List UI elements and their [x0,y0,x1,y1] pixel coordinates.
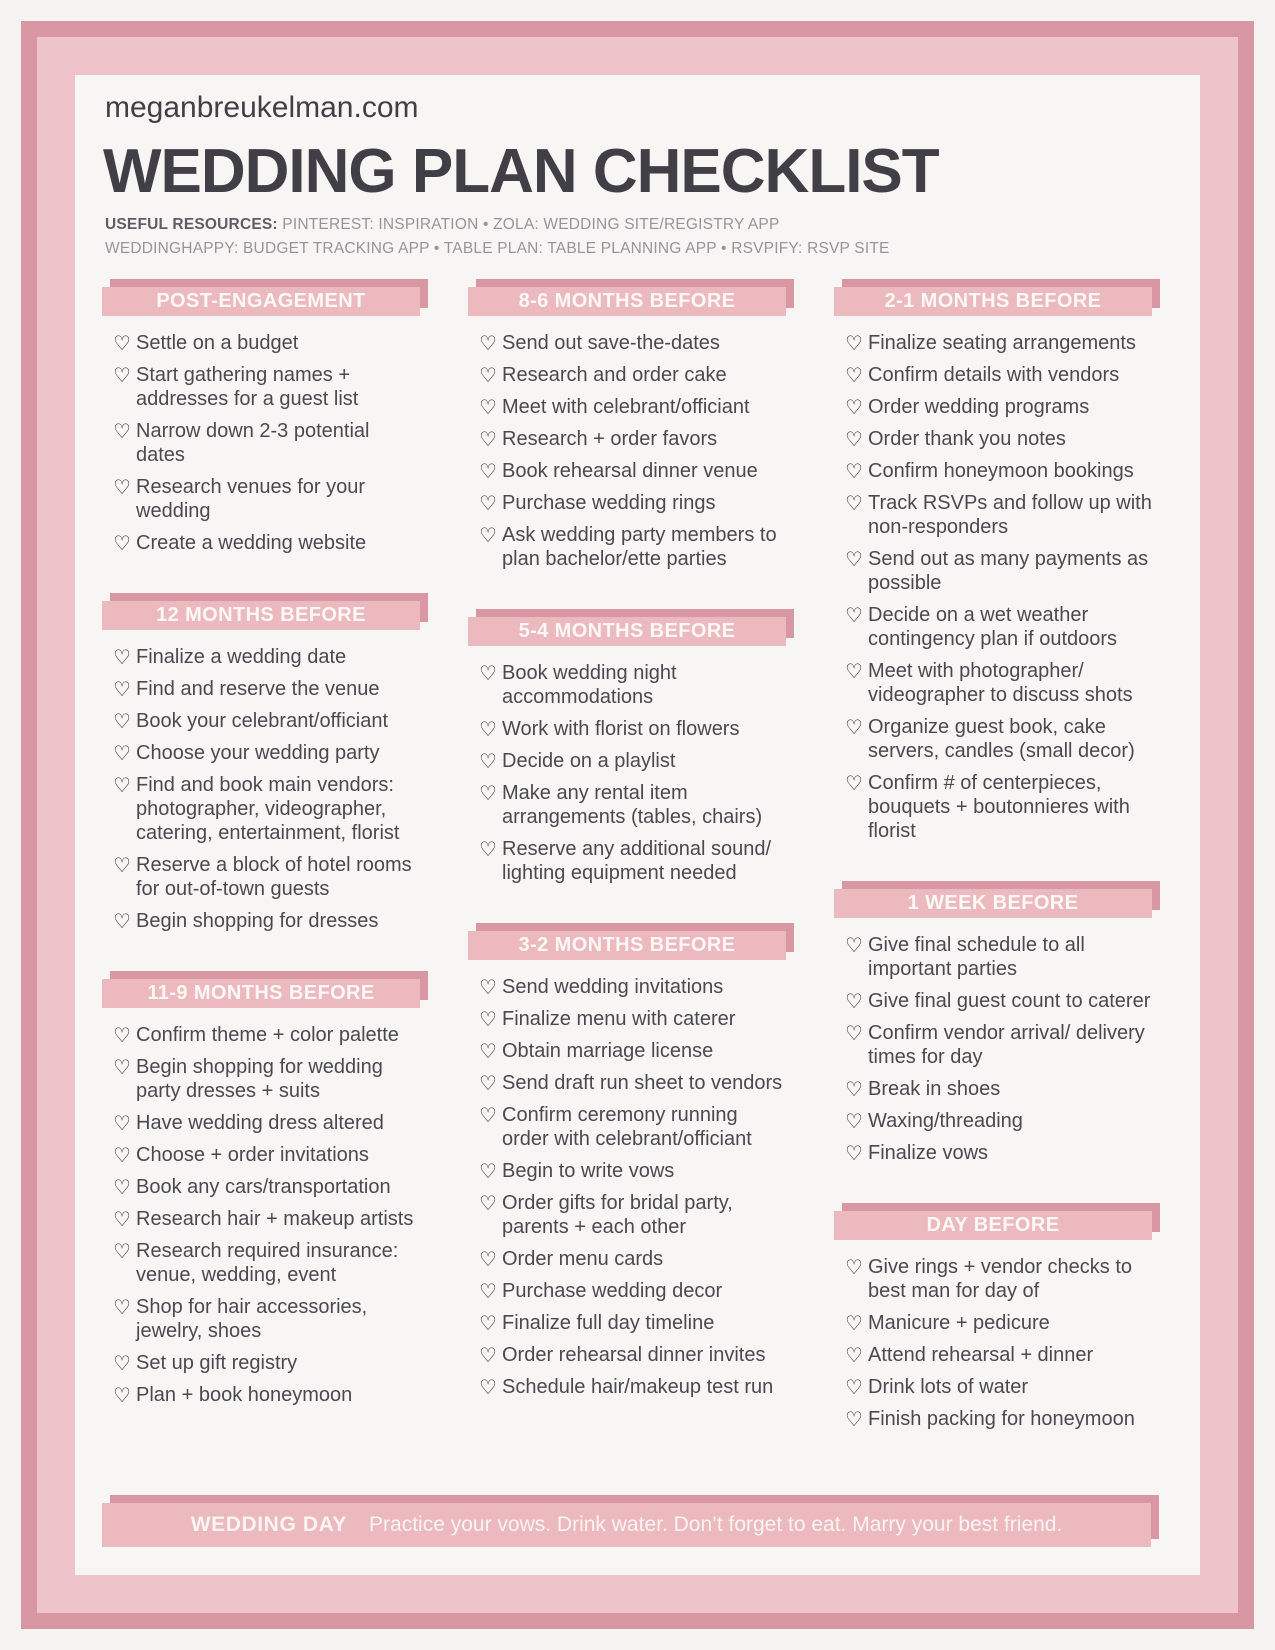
checklist-section [834,287,1152,843]
resources-text-1: PINTEREST: INSPIRATION • ZOLA: WEDDING SITE/REGISTRY APP [282,216,780,233]
item-text: Decide on a wet weather contingency plan if outdoors [868,604,1118,650]
checklist-items [102,1023,420,1407]
page-header [75,91,1200,261]
item-text: Find and book main vendors: photographer, videographer, catering, entertainment, florist [136,774,400,844]
banner-bar [102,1503,1151,1547]
checklist-item [468,1247,786,1271]
resources-line-2 [105,237,1200,261]
checklist-item [468,459,786,483]
heart-outline-icon: ♡ [845,427,863,451]
item-text: Confirm ceremony running order with celebrant/officiant [502,1104,752,1150]
checklist-section [468,931,786,1399]
checklist-section [468,287,786,571]
page-title: WEDDING PLAN CHECKLIST [103,137,939,206]
heart-outline-icon: ♡ [479,1311,497,1335]
item-text: Track RSVPs and follow up with non-responders [868,492,1152,538]
section-header [468,931,786,960]
checklist-items [834,933,1152,1165]
checklist-item [102,853,420,901]
heart-outline-icon: ♡ [479,1071,497,1095]
checklist-item [468,1343,786,1367]
checklist-columns [102,287,1200,1477]
item-text: Begin to write vows [502,1160,675,1182]
section-header [468,287,786,316]
heart-outline-icon: ♡ [113,1055,131,1079]
heart-outline-icon: ♡ [845,1077,863,1101]
heart-outline-icon: ♡ [479,837,497,861]
item-text: Send wedding invitations [502,976,724,998]
heart-outline-icon: ♡ [113,363,131,387]
checklist-item [468,331,786,355]
checklist-item [468,1375,786,1399]
checklist-item [834,1375,1152,1399]
item-text: Waxing/threading [868,1110,1023,1132]
checklist-item [468,1159,786,1183]
item-text: Book your celebrant/officiant [136,710,389,732]
checklist-item [102,709,420,733]
item-text: Confirm vendor arrival/ delivery times for day [868,1022,1145,1068]
wedding-day-text: Practice your vows. Drink water. Don’t forget to eat. Marry your best friend. [369,1513,1063,1536]
heart-outline-icon: ♡ [113,1111,131,1135]
checklist-item [102,909,420,933]
heart-outline-icon: ♡ [845,491,863,515]
heart-outline-icon: ♡ [479,1007,497,1031]
checklist-section [102,979,420,1407]
heart-outline-icon: ♡ [479,459,497,483]
section-title: 8-6 MONTHS BEFORE [468,287,786,316]
checklist-item [834,395,1152,419]
heart-outline-icon: ♡ [113,1143,131,1167]
checklist-item [468,975,786,999]
item-text: Obtain marriage license [502,1040,714,1062]
heart-outline-icon: ♡ [479,1279,497,1303]
item-text: Settle on a budget [136,332,299,354]
heart-outline-icon: ♡ [479,749,497,773]
heart-outline-icon: ♡ [845,1141,863,1165]
item-text: Finish packing for honeymoon [868,1408,1135,1430]
item-text: Shop for hair accessories, jewelry, shoes [136,1296,368,1342]
checklist-section [102,287,420,555]
checklist-item [834,1311,1152,1335]
checklist-items [834,331,1152,843]
checklist-item [834,1343,1152,1367]
heart-outline-icon: ♡ [113,1383,131,1407]
checklist-item [102,1143,420,1167]
checklist-item [834,491,1152,539]
checklist-item [834,459,1152,483]
checklist-item [102,645,420,669]
checklist-item [834,771,1152,843]
heart-outline-icon: ♡ [845,1407,863,1431]
item-text: Purchase wedding rings [502,492,716,514]
heart-outline-icon: ♡ [113,1207,131,1231]
section-header [834,1211,1152,1240]
checklist-item [468,1279,786,1303]
checklist-item [102,475,420,523]
item-text: Find and reserve the venue [136,678,380,700]
checklist-item [102,1239,420,1287]
item-text: Research + order favors [502,428,718,450]
checklist-item [834,1407,1152,1431]
checklist-item [468,427,786,451]
checklist-item [468,1007,786,1031]
checklist-item [468,491,786,515]
item-text: Order menu cards [502,1248,664,1270]
item-text: Order wedding programs [868,396,1090,418]
checklist-items [102,331,420,555]
heart-outline-icon: ♡ [845,1255,863,1279]
checklist-item [102,1383,420,1407]
heart-outline-icon: ♡ [113,1295,131,1319]
checklist-item [102,1295,420,1343]
section-title: 12 MONTHS BEFORE [102,601,420,630]
checklist-item [834,331,1152,355]
checklist-item [468,717,786,741]
heart-outline-icon: ♡ [845,1343,863,1367]
checklist-item [834,1021,1152,1069]
item-text: Create a wedding website [136,532,367,554]
heart-outline-icon: ♡ [845,547,863,571]
checklist-item [102,1351,420,1375]
item-text: Begin shopping for wedding party dresses + suits [136,1056,383,1102]
heart-outline-icon: ♡ [845,1375,863,1399]
item-text: Work with florist on flowers [502,718,740,740]
item-text: Choose your wedding party [136,742,380,764]
checklist-item [102,1111,420,1135]
checklist-item [102,363,420,411]
heart-outline-icon: ♡ [845,395,863,419]
checklist-column [468,287,786,1477]
section-header [102,979,420,1008]
checklist-item [834,1141,1152,1165]
section-header [834,287,1152,316]
heart-outline-icon: ♡ [113,419,131,443]
item-text: Break in shoes [868,1078,1001,1100]
checklist-item [834,363,1152,387]
resources-label: USEFUL RESOURCES: [105,216,278,233]
checklist-items [468,661,786,885]
checklist-item [102,531,420,555]
heart-outline-icon: ♡ [845,659,863,683]
item-text: Plan + book honeymoon [136,1384,353,1406]
item-text: Narrow down 2-3 potential dates [136,420,370,466]
checklist-item [834,1077,1152,1101]
item-text: Research required insurance: venue, wedding, event [136,1240,399,1286]
heart-outline-icon: ♡ [479,717,497,741]
checklist-item [102,1207,420,1231]
checklist-section [834,889,1152,1165]
resources-text-2: WEDDINGHAPPY: BUDGET TRACKING APP • TABLE PLAN: TABLE PLANNING APP • RSVPIFY: RSVP SITE [105,240,890,257]
checklist-item [468,749,786,773]
checklist-item [468,363,786,387]
heart-outline-icon: ♡ [479,1159,497,1183]
heart-outline-icon: ♡ [479,395,497,419]
section-title: POST-ENGAGEMENT [102,287,420,316]
heart-outline-icon: ♡ [845,603,863,627]
item-text: Send out as many payments as possible [868,548,1149,594]
heart-outline-icon: ♡ [479,1191,497,1215]
item-text: Finalize menu with caterer [502,1008,736,1030]
checklist-item [102,1023,420,1047]
item-text: Drink lots of water [868,1376,1029,1398]
item-text: Book any cars/transportation [136,1176,391,1198]
section-header [834,889,1152,918]
checklist-item [468,1191,786,1239]
item-text: Confirm # of centerpieces, bouquets + boutonnieres with florist [868,772,1130,842]
checklist-item [102,1055,420,1103]
item-text: Manicure + pedicure [868,1312,1050,1334]
heart-outline-icon: ♡ [479,1343,497,1367]
section-title: 11-9 MONTHS BEFORE [102,979,420,1008]
heart-outline-icon: ♡ [845,1021,863,1045]
checklist-section [834,1211,1152,1431]
item-text: Order gifts for bridal party, parents + each other [502,1192,733,1238]
item-text: Decide on a playlist [502,750,676,772]
item-text: Set up gift registry [136,1352,298,1374]
checklist-item [468,1103,786,1151]
heart-outline-icon: ♡ [113,909,131,933]
item-text: Confirm honeymoon bookings [868,460,1134,482]
item-text: Finalize vows [868,1142,989,1164]
item-text: Finalize full day timeline [502,1312,715,1334]
heart-outline-icon: ♡ [845,715,863,739]
item-text: Book wedding night accommodations [502,662,677,708]
checklist-item [834,1255,1152,1303]
section-header [102,287,420,316]
item-text: Schedule hair/makeup test run [502,1376,774,1398]
item-text: Confirm details with vendors [868,364,1120,386]
site-url: meganbreukelman.com [105,91,419,124]
checklist-item [102,331,420,355]
section-title: 1 WEEK BEFORE [834,889,1152,918]
checklist-item [468,781,786,829]
heart-outline-icon: ♡ [479,491,497,515]
heart-outline-icon: ♡ [113,853,131,877]
section-header [468,617,786,646]
item-text: Order rehearsal dinner invites [502,1344,766,1366]
heart-outline-icon: ♡ [479,975,497,999]
section-title: 5-4 MONTHS BEFORE [468,617,786,646]
item-text: Send out save-the-dates [502,332,720,354]
checklist-item [102,677,420,701]
section-title: 2-1 MONTHS BEFORE [834,287,1152,316]
heart-outline-icon: ♡ [479,781,497,805]
item-text: Have wedding dress altered [136,1112,384,1134]
heart-outline-icon: ♡ [479,331,497,355]
item-text: Research venues for your wedding [136,476,366,522]
item-text: Confirm theme + color palette [136,1024,399,1046]
checklist-item [102,1175,420,1199]
checklist-section [102,601,420,933]
heart-outline-icon: ♡ [845,363,863,387]
item-text: Research and order cake [502,364,727,386]
heart-outline-icon: ♡ [113,645,131,669]
item-text: Choose + order invitations [136,1144,369,1166]
checklist-item [834,989,1152,1013]
checklist-item [834,1109,1152,1133]
checklist-column [834,287,1152,1477]
checklist-column [102,287,420,1477]
heart-outline-icon: ♡ [479,1039,497,1063]
heart-outline-icon: ♡ [845,933,863,957]
item-text: Organize guest book, cake servers, candles (small decor) [868,716,1135,762]
item-text: Make any rental item arrangements (tables, chairs) [502,782,763,828]
checklist-item [468,661,786,709]
heart-outline-icon: ♡ [845,331,863,355]
checklist-item [834,603,1152,651]
checklist-item [834,933,1152,981]
checklist-item [468,523,786,571]
paper-content [75,75,1200,1575]
item-text: Give final schedule to all important parties [868,934,1085,980]
item-text: Finalize seating arrangements [868,332,1136,354]
heart-outline-icon: ♡ [113,709,131,733]
item-text: Start gathering names + addresses for a guest list [136,364,359,410]
checklist-item [834,427,1152,451]
heart-outline-icon: ♡ [845,1109,863,1133]
heart-outline-icon: ♡ [113,1239,131,1263]
heart-outline-icon: ♡ [113,331,131,355]
heart-outline-icon: ♡ [479,1103,497,1127]
heart-outline-icon: ♡ [113,677,131,701]
heart-outline-icon: ♡ [479,427,497,451]
checklist-item [468,1071,786,1095]
item-text: Meet with photographer/ videographer to discuss shots [868,660,1133,706]
checklist-item [468,837,786,885]
heart-outline-icon: ♡ [479,1375,497,1399]
heart-outline-icon: ♡ [113,531,131,555]
checklist-items [834,1255,1152,1431]
heart-outline-icon: ♡ [845,459,863,483]
heart-outline-icon: ♡ [113,1023,131,1047]
checklist-item [102,419,420,467]
checklist-section [468,617,786,885]
heart-outline-icon: ♡ [479,523,497,547]
item-text: Give final guest count to caterer [868,990,1151,1012]
checklist-item [102,741,420,765]
checklist-items [468,331,786,571]
heart-outline-icon: ♡ [479,1247,497,1271]
item-text: Research hair + makeup artists [136,1208,414,1230]
item-text: Purchase wedding decor [502,1280,723,1302]
wedding-day-label: WEDDING DAY [190,1513,348,1536]
heart-outline-icon: ♡ [479,363,497,387]
item-text: Book rehearsal dinner venue [502,460,758,482]
item-text: Attend rehearsal + dinner [868,1344,1094,1366]
item-text: Meet with celebrant/officiant [502,396,750,418]
heart-outline-icon: ♡ [845,989,863,1013]
item-text: Reserve a block of hotel rooms for out-of-town guests [136,854,412,900]
heart-outline-icon: ♡ [845,1311,863,1335]
heart-outline-icon: ♡ [113,741,131,765]
heart-outline-icon: ♡ [479,661,497,685]
checklist-item [102,773,420,845]
heart-outline-icon: ♡ [113,1175,131,1199]
item-text: Ask wedding party members to plan bachelor/ette parties [502,524,777,570]
checklist-item [834,547,1152,595]
item-text: Order thank you notes [868,428,1066,450]
checklist-item [468,395,786,419]
item-text: Begin shopping for dresses [136,910,379,932]
checklist-item [468,1039,786,1063]
checklist-item [834,659,1152,707]
heart-outline-icon: ♡ [113,1351,131,1375]
heart-outline-icon: ♡ [845,771,863,795]
wedding-day-banner [102,1503,1151,1547]
section-title: 3-2 MONTHS BEFORE [468,931,786,960]
checklist-item [834,715,1152,763]
item-text: Finalize a wedding date [136,646,347,668]
checklist-items [102,645,420,933]
item-text: Send draft run sheet to vendors [502,1072,783,1094]
section-header [102,601,420,630]
heart-outline-icon: ♡ [113,475,131,499]
resources-line-1 [105,213,1200,237]
section-title: DAY BEFORE [834,1211,1152,1240]
heart-outline-icon: ♡ [113,773,131,797]
item-text: Reserve any additional sound/ lighting equipment needed [502,838,772,884]
item-text: Give rings + vendor checks to best man for day of [868,1256,1133,1302]
checklist-item [468,1311,786,1335]
checklist-items [468,975,786,1399]
